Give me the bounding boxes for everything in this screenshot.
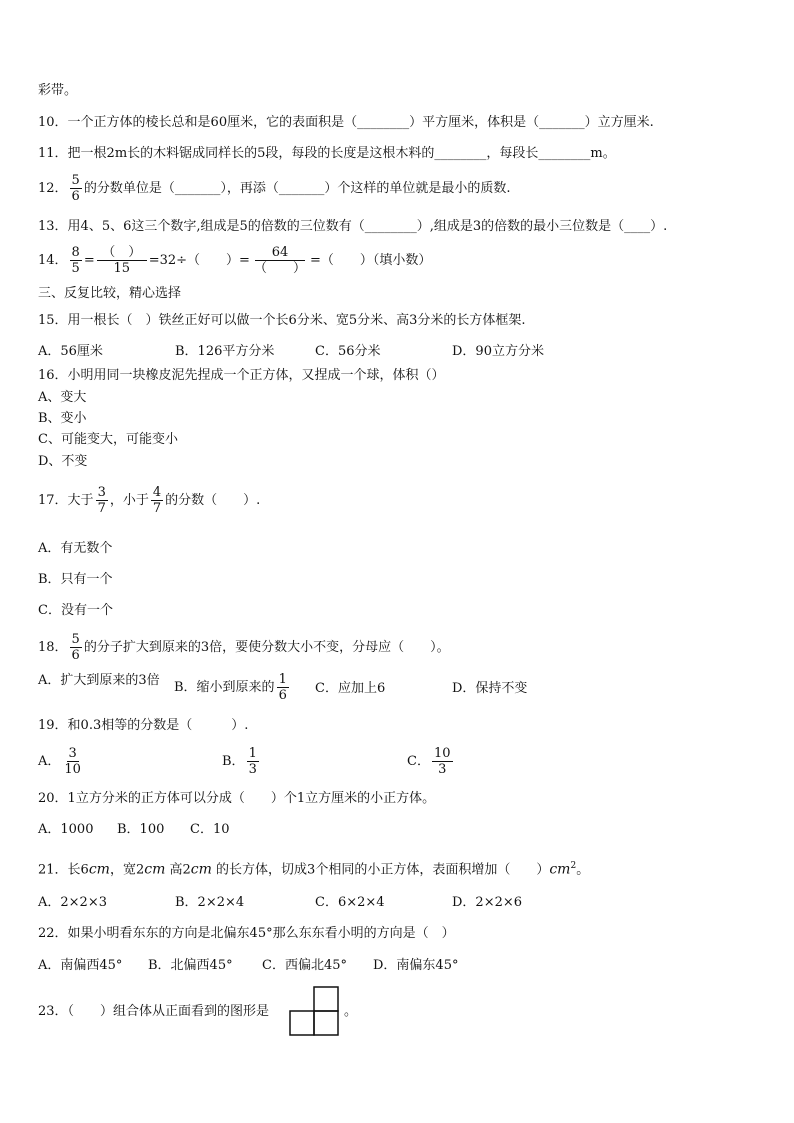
question-number: 18． [38, 640, 68, 655]
question-23: 23．（ ）组合体从正面看到的图形是 [38, 1004, 270, 1019]
numerator: 4 [152, 485, 162, 500]
option-d: D．90立方分米 [452, 344, 544, 359]
question-number: 17． [38, 493, 68, 508]
question-end: 。 [344, 1004, 358, 1019]
fraction-64-blank [252, 245, 308, 276]
option-d: D．南偏东45° [373, 958, 459, 973]
option-c: C．10 [190, 822, 230, 837]
question-12 [38, 173, 510, 204]
unit-cm: cm [144, 861, 166, 878]
option-a: A．有无数个 [38, 541, 113, 556]
question-tail: =（ ）（填小数） [309, 253, 432, 268]
question-13: 13．用4、5、6这三个数字,组成是5的倍数的三位数有（________）,组成是3的倍数的最小三位数是（____）. [38, 219, 668, 234]
option-b: B．100 [117, 822, 165, 837]
option-d: D．2×2×6 [452, 895, 523, 910]
numerator: 10 [433, 746, 451, 761]
denominator: 6 [71, 189, 80, 204]
option-b: B、变小 [38, 411, 87, 426]
bottom-right-square [314, 1011, 338, 1035]
fraction-4-7 [151, 485, 163, 516]
question-text: ，宽2 [109, 862, 145, 878]
question-19: 19．和0.3相等的分数是（ ）. [38, 718, 249, 733]
option-c: C．应加上6 [315, 681, 386, 696]
option-b: B．126平方分米 [175, 344, 275, 359]
question-text: 的长方体，切成3个相同的小正方体，表面积增加（ ） [216, 862, 550, 878]
option-a: A．1000 [38, 822, 94, 837]
question-text: ，小于 [109, 493, 149, 508]
division-text: =32÷（ ）= [148, 253, 250, 268]
option-label: B． [222, 754, 245, 769]
option-a: A．56厘米 [38, 344, 103, 359]
fraction-3-7 [96, 485, 108, 516]
question-text: 21．长6 [38, 862, 89, 878]
question-text: 大于 [67, 493, 94, 508]
option-b: B．北偏西45° [148, 958, 233, 973]
denominator: 10 [64, 762, 81, 777]
question-text: 高2 [169, 862, 191, 878]
equals-sign: = [83, 253, 95, 268]
unit-cm: cm [190, 861, 212, 878]
option-b: B．2×2×4 [175, 895, 245, 910]
question-number: 12． [38, 181, 68, 196]
fraction-blank-15 [97, 245, 147, 276]
option-d: D．保持不变 [452, 681, 528, 696]
question-text: 的分数单位是（_______），再添（_______）个这样的单位就是最小的质数. [83, 181, 511, 196]
option-a: A．扩大到原来的3倍 [38, 673, 160, 688]
numerator: 8 [71, 245, 80, 260]
denominator: （ ） [253, 261, 306, 276]
numerator: 3 [97, 485, 106, 500]
option-c: C、可能变大，可能变小 [38, 432, 178, 447]
option-label: C． [407, 754, 430, 769]
numerator: 5 [71, 632, 80, 647]
numerator: 1 [278, 672, 287, 687]
option-c: C．没有一个 [38, 603, 113, 618]
option-d: D、不变 [38, 454, 88, 469]
fraction-5-6 [70, 632, 82, 663]
unit-cm2: cm [549, 861, 571, 878]
fraction-8-5 [70, 245, 82, 276]
numerator: 3 [68, 746, 77, 761]
denominator: 5 [71, 261, 80, 276]
fraction-1-6 [277, 672, 289, 703]
numerator: （ ） [97, 245, 147, 261]
denominator: 6 [71, 648, 80, 663]
denominator: 7 [97, 501, 106, 516]
question-tail: 的分数（ ）. [165, 493, 261, 508]
unit-cm: cm [88, 861, 110, 878]
fraction-1-3 [247, 746, 259, 777]
fraction [70, 173, 82, 204]
fraction-10-3 [432, 746, 453, 777]
option-c: C．6×2×4 [315, 895, 385, 910]
question-14 [38, 245, 431, 276]
carry-over-text: 彩带。 [38, 83, 78, 98]
option-label: A． [38, 754, 61, 769]
option-a: A．2×2×3 [38, 895, 107, 910]
question-21 [38, 857, 589, 879]
numerator: 1 [248, 746, 257, 761]
top-square [314, 987, 338, 1011]
denominator: 7 [152, 501, 162, 516]
question-18 [38, 632, 450, 663]
denominator: 6 [278, 688, 287, 703]
option-c [407, 746, 455, 777]
question-10: 10．一个正方体的棱长总和是60厘米，它的表面积是（________）平方厘米，体积是（_______）立方厘米. [38, 115, 654, 130]
fraction-3-10 [62, 746, 83, 777]
option-b [222, 746, 261, 777]
question-end: 。 [576, 862, 590, 878]
front-view-figure [289, 986, 341, 1036]
question-22: 22．如果小明看东东的方向是北偏东45°那么东东看小明的方向是（ ） [38, 926, 455, 941]
question-text: 的分子扩大到原来的3倍，要使分数大小不变，分母应（ ）。 [83, 640, 450, 655]
question-number: 14． [38, 253, 68, 268]
option-b [174, 672, 291, 703]
option-c: C．西偏北45° [262, 958, 347, 973]
numerator: 5 [71, 173, 80, 188]
denominator: 3 [438, 762, 447, 777]
denominator: 15 [113, 261, 130, 276]
question-15: 15．用一根长（ ）铁丝正好可以做一个长6分米、宽5分米、高3分米的长方体框架. [38, 313, 526, 328]
option-a: A、变大 [38, 390, 87, 405]
option-c: C．56分米 [315, 344, 381, 359]
section-heading: 三、反复比较，精心选择 [38, 286, 182, 301]
option-text: B．缩小到原来的 [174, 680, 275, 695]
question-11: 11．把一根2m长的木料锯成同样长的5段，每段的长度是这根木料的________，每段长________m。 [38, 146, 616, 161]
option-b: B．只有一个 [38, 572, 113, 587]
option-a [38, 746, 85, 777]
question-16: 16．小明用同一块橡皮泥先捏成一个正方体，又捏成一个球，体积（） [38, 368, 445, 383]
numerator: 64 [255, 245, 305, 261]
option-a: A．南偏西45° [38, 958, 123, 973]
question-20: 20．1立方分米的正方体可以分成（ ）个1立方厘米的小正方体。 [38, 791, 436, 806]
denominator: 3 [248, 762, 257, 777]
question-17 [38, 485, 260, 516]
bottom-left-square [290, 1011, 314, 1035]
exponent: 2 [570, 861, 577, 871]
